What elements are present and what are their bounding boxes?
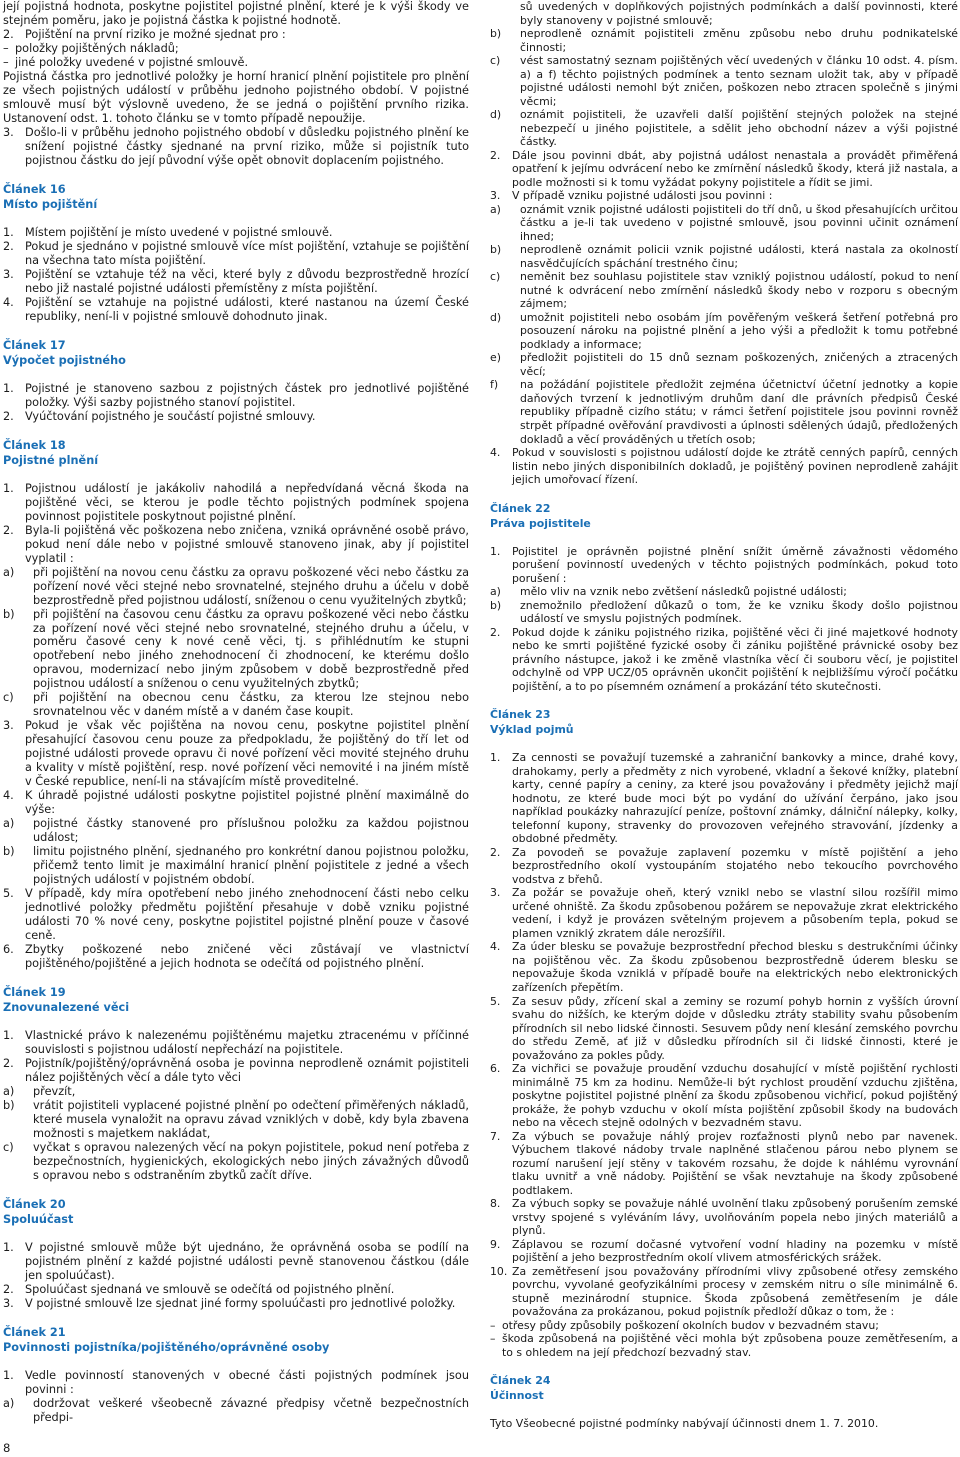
paragraph-text: K úhradě pojistné události poskytne pojistitel pojistné plnění maximálně do výše:	[25, 789, 469, 817]
numbered-paragraph	[490, 995, 958, 1063]
numbered-paragraph	[490, 1197, 958, 1238]
paragraph-text: škoda způsobená na pojištěné věci mohla být způsobena pouze zemětřesením, a to s ohledem na její předchozí bezvadný stav.	[502, 1332, 958, 1359]
numbered-paragraph	[3, 719, 469, 789]
item-marker: 3.	[490, 189, 501, 203]
spacer	[3, 324, 469, 338]
paragraph-text: Pojistnou událostí je jakákoliv nahodilá a nepředvídaná věcná škoda na pojištěné věci, se kterou je podle těchto pojistných podmínek spojena povinnost pojistitele poskytnout pojistné plnění.	[25, 481, 469, 523]
item-marker: 2.	[3, 1057, 14, 1071]
paragraph-text: Za zemětřesení jsou považovány přírodními vlivy způsobené otřesy zemského povrchu, vyvolané geofyzikálními procesy v zemském nitru o síle minimálně 6. stupně mezinárodní stupnice. Škoda způsobená zemětřesením je dále považována za prokázanou, pokud pojistník předloží důkaz o tom, že :	[512, 1264, 958, 1319]
article-number: Článek 24	[490, 1374, 551, 1388]
paragraph-text: při pojištění na novou cenu částku za opravu poškozené věci nebo částku za pořízení nové věci stejné nebo srovnatelné, stejného druhu a účelu v době bezprostředně před pojistnou událostí, sníženou o cenu využitelných zbytků;	[33, 565, 469, 607]
item-marker: b)	[490, 598, 502, 612]
paragraph-text: mělo vliv na vznik nebo zvětšení následků pojistné události;	[520, 585, 847, 599]
numbered-paragraph	[3, 382, 469, 410]
paragraph-text: V případě vzniku pojistné události jsou povinni :	[512, 189, 773, 203]
item-marker: 1.	[3, 481, 14, 495]
paragraph-text: Spoluúčast sjednaná ve smlouvě se odečítá od pojistného plnění.	[25, 1282, 395, 1296]
article-number: Článek 17	[3, 338, 66, 352]
paragraph-text: Za výbuch sopky se považuje náhlé uvolnění tlaku způsobený porušením zemské vrstvy spojené s vyléváním lávy, uvolňováním popela nebo jiných materiálů a plynů.	[512, 1197, 958, 1238]
left-column	[3, 0, 469, 1425]
numbered-paragraph	[3, 126, 469, 168]
lettered-item	[3, 1397, 469, 1425]
article-title: Znovunalezené věci	[3, 1001, 130, 1015]
paragraph-text: neprodleně oznámit policii vznik pojistné události, která nastala za okolností nasvědčujících spáchání trestného činu;	[520, 243, 958, 270]
item-marker: 1.	[3, 1368, 14, 1382]
item-marker: 8.	[490, 1197, 501, 1211]
spacer	[490, 531, 958, 545]
lettered-item	[3, 1085, 469, 1099]
paragraph-text: Pojistná částka pro jednotlivé položky je horní hranicí plnění pojistitele pro plnění ze všech pojistných událostí v průběhu jednoho pojistného období. V pojistné smlouvě musí být výslovně uvedeno, že se jedná o pojištění prvního rizika. Ustanovení odst. 1. tohoto článku se v tomto případě nepoužije.	[3, 69, 469, 125]
right-column	[490, 0, 958, 1431]
numbered-paragraph	[490, 846, 958, 887]
paragraph-text: umožnit pojistiteli nebo osobám jím pověřeným veškerá šetření potřebná pro posouzení nároku na pojistné plnění a jeho výši a předložit k tomu potřebné podklady a informace;	[520, 310, 958, 351]
paragraph-text: oznámit pojistiteli, že uzavřeli další pojištění stejných položek na stejné nebezpečí u jiného pojistitele, a sdělit jeho obchodní název a výši pojistné částky.	[520, 108, 958, 149]
numbered-paragraph	[3, 268, 469, 296]
spacer	[3, 1183, 469, 1197]
item-marker: b)	[3, 607, 15, 621]
lettered-item	[490, 585, 958, 599]
paragraph	[3, 0, 469, 28]
dash-item	[490, 1319, 958, 1333]
paragraph-text: Pojistník/pojištěný/oprávněná osoba je povinna neprodleně oznámit pojistiteli nález pojištěných věcí a dále tyto věci	[25, 1057, 469, 1085]
lettered-item	[490, 599, 958, 626]
paragraph-text: Pojistné je stanoveno sazbou z pojistných částek pro jednotlivé pojištěné položky. Výši sazby pojistného stanoví pojistitel.	[25, 381, 469, 409]
paragraph-text: limitu pojistného plnění, sjednaného pro konkrétní danou pojistnou položku, přičemž tento limit je maximální hranicí plnění pojistitele z jedné a všech pojistných událostí v pojistném období.	[33, 845, 469, 887]
paragraph-text: vést samostatný seznam pojištěných věcí uvedených v článku 10 odst. 4. písm. a) a f) těchto pojistných podmínek a tento seznam uložit tak, aby v případě pojistné události nemohl být zničen, poškozen nebo ztracen společně s jinými věcmi;	[520, 54, 958, 108]
lettered-item	[490, 270, 958, 311]
item-marker: c)	[3, 1140, 14, 1154]
numbered-paragraph	[3, 482, 469, 524]
paragraph-text: V pojistné smlouvě lze sjednat jiné formy spoluúčasti pro jednotlivé položky.	[25, 1296, 456, 1310]
lettered-item	[3, 817, 469, 845]
spacer	[490, 693, 958, 707]
item-marker: 2.	[490, 148, 501, 162]
spacer	[490, 487, 958, 501]
numbered-paragraph	[3, 943, 469, 971]
item-marker: b)	[3, 845, 15, 859]
numbered-paragraph	[490, 545, 958, 586]
item-marker: 6.	[3, 943, 14, 957]
paragraph-text: Za vichřici se považuje proudění vzduchu dosahující v místě pojištění rychlosti minimálně 75 km za hodinu. Nemůže-li být rychlost proudění vzduchu zjištěna, poskytne pojistitel pojistné plnění za škodu způsobenou vichřicí, pokud pojištěný prokáže, že pohyb vzduchu v okolí místa pojištění způsobil škody na budovách nebo na věcech stejně odolných v bezvadném stavu.	[512, 1062, 958, 1130]
lettered-item	[490, 108, 958, 149]
lettered-item	[490, 27, 958, 54]
paragraph-text: pojistné částky stanovené pro příslušnou položku za každou pojistnou událost;	[33, 817, 469, 845]
paragraph-text: otřesy půdy způsobily poškození okolních budov v bezvadném stavu;	[502, 1318, 879, 1332]
item-marker: d)	[490, 310, 502, 324]
numbered-paragraph	[3, 240, 469, 268]
item-marker: –	[3, 55, 9, 69]
lettered-item	[490, 378, 958, 446]
paragraph-text: předložit pojistiteli do 15 dnů seznam poškozených, zničených a ztracených věcí;	[520, 351, 958, 378]
lettered-item	[3, 608, 469, 692]
paragraph-text: Pokud dojde k zániku pojistného rizika, pojištěné věci či jiné majetkové hodnoty nebo ke smrti pojištěné fyzické osoby či zániku pojištěné právnické osoby bez právního nástupce, jakož i ke změně vlastníka věcí či souboru věcí, je pojistitel odchylně od VPP UCZ/05 oprávněn ukončit pojištění k nejbližšímu výročí počátku pojištění, a to po písemném oznámení a prokázání této skutečnosti.	[512, 625, 958, 693]
paragraph-text: převzít,	[33, 1085, 76, 1099]
article-number: Článek 22	[490, 501, 551, 515]
article-title: Práva pojistitele	[490, 516, 591, 530]
numbered-paragraph	[3, 887, 469, 943]
paragraph-text: Záplavou se rozumí dočasné vytvoření vodní hladiny na pozemku v místě pojištění a jeho bezprostředním okolí vlivem atmosférických srážek.	[512, 1237, 958, 1265]
spacer	[3, 424, 469, 438]
lettered-item	[3, 566, 469, 608]
item-marker: a)	[3, 1396, 15, 1410]
paragraph-text: Pojištění na první riziko je možné sjednat pro :	[25, 27, 286, 41]
numbered-paragraph	[3, 1057, 469, 1085]
spacer	[3, 368, 469, 382]
article-title: Pojistné plnění	[3, 453, 99, 467]
paragraph-text: Za povodeň se považuje zaplavení pozemku v místě pojištění a jeho bezprostředního okolí vystoupáním stojatého nebo tekoucího povrchového vodstva z břehů.	[512, 845, 958, 886]
article-title: Výklad pojmů	[490, 723, 574, 737]
item-marker: d)	[490, 108, 502, 122]
numbered-paragraph	[490, 446, 958, 487]
paragraph-text: vyčkat s opravou nalezených věcí na pokyn pojistitele, pokud není potřeba z bezpečnostních, hygienických, ekologických nebo jiných závažných důvodů s opravou nebo s odstraněním zbytků začít dříve.	[33, 1140, 469, 1182]
spacer	[490, 1403, 958, 1417]
item-marker: a)	[490, 585, 501, 599]
paragraph-text: jiné položky uvedené v pojistné smlouvě.	[15, 55, 249, 69]
lettered-item	[490, 54, 958, 108]
spacer	[3, 1015, 469, 1029]
item-marker: 1.	[3, 1240, 14, 1254]
numbered-paragraph	[490, 1238, 958, 1265]
spacer	[490, 1359, 958, 1373]
numbered-paragraph	[3, 410, 469, 424]
paragraph-text: položky pojištěných nákladů;	[15, 41, 179, 55]
paragraph	[3, 70, 469, 126]
paragraph-text: Vedle povinností stanovených v obecné části pojistných podmínek jsou povinni :	[25, 1368, 469, 1396]
article-heading	[3, 338, 469, 368]
item-marker: 3.	[3, 125, 14, 139]
numbered-paragraph	[3, 789, 469, 817]
item-marker: c)	[3, 691, 14, 705]
numbered-paragraph	[3, 524, 469, 566]
article-heading	[3, 1325, 469, 1355]
item-marker: c)	[490, 54, 501, 68]
paragraph-text: Byla-li pojištěná věc poškozena nebo zničena, vzniká oprávněné osobě právo, pokud není dále nebo v pojistné smlouvě stanoveno jinak, aby jí pojistitel vyplatil :	[25, 523, 469, 565]
lettered-item	[490, 243, 958, 270]
item-marker: b)	[3, 1099, 15, 1113]
item-marker: e)	[490, 351, 501, 365]
item-marker: –	[490, 1318, 496, 1332]
item-marker: 4.	[490, 940, 501, 954]
numbered-paragraph	[490, 1130, 958, 1198]
item-marker: 2.	[3, 409, 14, 423]
paragraph-text: znemožnilo předložení důkazů o tom, že ke vzniku škody došlo pojistnou událostí ve smyslu pojistných podmínek.	[520, 598, 958, 626]
article-number: Článek 20	[3, 1197, 66, 1211]
numbered-paragraph	[490, 940, 958, 994]
numbered-paragraph	[490, 1062, 958, 1130]
item-marker: 2.	[3, 239, 14, 253]
item-marker: 3.	[3, 1296, 14, 1310]
paragraph-text: Za požár se považuje oheň, který vznikl nebo se vlastní silou rozšířil mimo určené ohniště. Za škodu způsobenou požárem se nepovažuje zkrat elektrického vedení, i když je provázen světelným projevem a působením tepla, pokud se plamen vzniklý zkratem dále nerozšířil.	[512, 886, 958, 940]
article-heading	[3, 1197, 469, 1227]
numbered-paragraph	[3, 296, 469, 324]
paragraph-text: sů uvedených v doplňkových pojistných podmínkách a další povinnosti, které byly stanoveny v pojistné smlouvě;	[520, 0, 958, 27]
item-marker: –	[3, 41, 9, 55]
paragraph-text: na požádání pojistitele předložit zejména účetnictví účetní jednotky a kopie daňových tvrzení k jednotlivým druhům daní dle právních předpisů České republiky případně cizího státu; v rámci šetření pojistitele jsou povinni rovněž strpět případné ověřování pravdivosti a úplnosti sdělených údajů, předložených dokladů a věcí prováděných u třetích osob;	[520, 378, 958, 446]
spacer	[3, 1227, 469, 1241]
item-marker: 7.	[490, 1129, 501, 1143]
paragraph-text: neměnit bez souhlasu pojistitele stav vzniklý pojistnou událostí, pokud to není nutné k odvrácení nebo zmírnění následků škody nebo v rozporu s obecným zájmem;	[520, 270, 958, 311]
item-marker: 3.	[3, 719, 14, 733]
item-marker: 4.	[3, 295, 14, 309]
spacer	[3, 468, 469, 482]
numbered-paragraph	[490, 626, 958, 694]
paragraph-text: Vlastnické právo k nalezenému pojištěnému majetku ztracenému v příčinné souvislosti s pojistnou událostí nepřechází na pojistitele.	[25, 1029, 469, 1057]
numbered-paragraph	[3, 28, 469, 42]
numbered-paragraph	[3, 1297, 469, 1311]
article-number: Článek 18	[3, 438, 66, 452]
paragraph-text: Pokud je sjednáno v pojistné smlouvě více míst pojištění, vztahuje se pojištění na všechna tato místa pojištění.	[25, 239, 469, 267]
paragraph-text: Za cennosti se považují tuzemské a zahraniční bankovky a mince, drahé kovy, drahokamy, perly a předměty z nich vyrobené, vkladní a šekové knížky, platební karty, cenné papíry a ceniny, za které jsou považovány i předměty jejichž mají hodnotu, ze které bude moci být po vydání do užívání čerpáno, jako jsou například poukázky nahrazující peníze, poštovní známky, dálniční nálepky, kolky, telefonní kupony, stravenky do provozoven veřejného stravování, jízdenky a obdobné předměty.	[512, 751, 958, 846]
dash-item	[3, 42, 469, 56]
article-heading	[490, 501, 958, 531]
item-marker: 2.	[3, 523, 14, 537]
article-title: Místo pojištění	[3, 197, 98, 211]
item-marker: 3.	[490, 886, 501, 900]
item-marker: 1.	[490, 544, 501, 558]
numbered-paragraph	[3, 226, 469, 240]
item-marker: 9.	[490, 1237, 501, 1251]
numbered-paragraph	[3, 1283, 469, 1297]
paragraph-text: Místem pojištění je místo uvedené v pojistné smlouvě.	[25, 225, 333, 239]
spacer	[3, 1311, 469, 1325]
item-marker: 2.	[3, 27, 14, 41]
spacer	[3, 168, 469, 182]
item-marker: 3.	[3, 267, 14, 281]
paragraph-text: Vyúčtování pojistného je součástí pojistné smlouvy.	[25, 409, 316, 423]
paragraph-text: Došlo-li v průběhu jednoho pojistného období v důsledku pojistného plnění ke snížení pojistné částky sjednané na první riziko, může si pojistník tuto pojistnou částku do její původní výše opět obnovit doplacením pojistného.	[25, 125, 469, 167]
item-marker: –	[490, 1332, 496, 1346]
spacer	[3, 971, 469, 985]
paragraph-text: V pojistné smlouvě může být ujednáno, že oprávněná osoba se podílí na pojistném plnění z každé pojistné události pevně stanovenou částkou (dále jen spoluúčast).	[25, 1240, 469, 1282]
lettered-item-continuation	[490, 0, 958, 27]
paragraph-text: Pojištění se vztahuje též na věci, které byly z důvodu bezprostředně hrozící nebo již nastalé pojistné události přemístěny z místa pojištění.	[25, 267, 469, 295]
paragraph-text: Pojistitel je oprávněn pojistné plnění snížit úměrně závažnosti vědomého porušení povinností uvedených v těchto pojistných podmínkách, pokud toto porušení :	[512, 544, 958, 585]
paragraph-text: oznámit vznik pojistné události pojistiteli do tří dnů, u škod přesahujících určitou částku a je-li tak uvedeno v pojistné smlouvě, jsou povinni učinit oznámení ihned;	[520, 202, 958, 243]
item-marker: a)	[490, 202, 501, 216]
numbered-paragraph	[3, 1241, 469, 1283]
article-title: Povinnosti pojistníka/pojištěného/oprávněné osoby	[3, 1340, 330, 1354]
lettered-item	[3, 691, 469, 719]
item-marker: b)	[490, 27, 502, 41]
item-marker: 1.	[490, 751, 501, 765]
numbered-paragraph	[490, 1265, 958, 1319]
item-marker: f)	[490, 378, 499, 392]
item-marker: a)	[3, 565, 15, 579]
article-number: Článek 21	[3, 1325, 66, 1339]
item-marker: a)	[3, 1085, 15, 1099]
item-marker: 1.	[3, 1029, 14, 1043]
item-marker: 2.	[490, 845, 501, 859]
item-marker: c)	[490, 270, 501, 284]
paragraph-text: Zbytky poškozené nebo zničené věci zůstávají ve vlastnictví pojištěného/pojištěné a jejich hodnota se odečítá od pojistného plnění.	[25, 943, 469, 971]
lettered-item	[3, 1099, 469, 1141]
paragraph-text: Tyto Všeobecné pojistné podmínky nabývají účinnosti dnem 1. 7. 2010.	[490, 1417, 879, 1431]
article-heading	[490, 1373, 958, 1403]
article-heading	[490, 707, 958, 737]
article-heading	[3, 985, 469, 1015]
paragraph-text: V případě, kdy míra opotřebení nebo jiného znehodnocení části nebo celku jednotlivé položky předmětu pojištění přesahuje v době vzniku pojistné události 70 % nové ceny, poskytne pojistitel pojistné plnění pouze v časové ceně.	[25, 887, 469, 943]
paragraph-text: Pojištění se vztahuje na pojistné události, které nastanou na území České republiky, není-li v pojistné smlouvě dohodnuto jinak.	[25, 295, 469, 323]
lettered-item	[490, 311, 958, 352]
item-marker: a)	[3, 817, 15, 831]
spacer	[3, 212, 469, 226]
lettered-item	[3, 1141, 469, 1183]
article-number: Článek 16	[3, 182, 66, 196]
numbered-paragraph	[490, 886, 958, 940]
item-marker: 6.	[490, 1062, 501, 1076]
article-title: Výpočet pojistného	[3, 353, 126, 367]
numbered-paragraph	[490, 149, 958, 190]
article-heading	[3, 182, 469, 212]
paragraph-text: dodržovat veškeré všeobecně závazné předpisy včetně bezpečnostních předpi-	[33, 1396, 469, 1424]
item-marker: 1.	[3, 225, 14, 239]
item-marker: 5.	[490, 994, 501, 1008]
paragraph-text: vrátit pojistiteli vyplacené pojistné plnění po odečtení přiměřených nákladů, které musela vynaložit na opravu závad vzniklých v době, kdy byla zbavena možnosti s majetkem nakládat,	[33, 1099, 469, 1140]
item-marker: 2.	[3, 1282, 14, 1296]
paragraph-text: Pokud v souvislosti s pojistnou událostí dojde ke ztrátě cenných papírů, cenných listin nebo jiných disponibilních dokladů, je pojištěný povinen neprodleně zahájit jejich umořovací řízení.	[512, 446, 958, 487]
spacer	[3, 1355, 469, 1369]
item-marker: 4.	[490, 446, 501, 460]
item-marker: b)	[490, 243, 502, 257]
article-number: Článek 19	[3, 986, 66, 1000]
item-marker: 4.	[3, 789, 14, 803]
lettered-item	[3, 845, 469, 887]
article-title: Spoluúčast	[3, 1212, 74, 1226]
dash-item	[490, 1332, 958, 1359]
numbered-paragraph	[490, 751, 958, 846]
paragraph-text: při pojištění na časovou cenu částku za opravu poškozené věci nebo částku za pořízení nové věci stejné nebo srovnatelné, stejného druhu a účelu, v poměru časové ceny k nové ceně věci, tj. s přihlédnutím ke stupni opotřebení nebo jiného znehodnocení či zhodnocení, ke kterému došlo opravou, modernizací nebo jiným způsobem v době bezprostředně před pojistnou událostí a sníženou o cenu využitelných zbytků;	[33, 607, 469, 691]
numbered-paragraph	[490, 189, 958, 203]
lettered-item	[490, 351, 958, 378]
paragraph-text: Dále jsou povinni dbát, aby pojistná událost nenastala a provádět přiměřená opatření k jejímu odvrácení nebo ke zmírnění následků škody, která již nastala, a podle možnosti si k tomu vyžádat pokyny pojistitele a řídit se jimi.	[512, 148, 958, 189]
lettered-item	[490, 203, 958, 244]
paragraph-text: Za výbuch se považuje náhlý projev rozťažnosti plynů nebo par navenek. Výbuchem tlakové nádoby trvale naplněné stlačenou párou nebo plynem se rozumí narušení její stěny v takovém rozsahu, že dojde k náhlému vyrovnání tlaku uvnitř a vně nádoby. Pojištění se však nevztahuje na škody způsobené podtlakem.	[512, 1129, 958, 1197]
paragraph-text: neprodleně oznámit pojistiteli změnu způsobu nebo druhu podnikatelské činnosti;	[520, 27, 958, 54]
article-number: Článek 23	[490, 708, 551, 722]
spacer	[490, 737, 958, 751]
item-marker: 2.	[490, 625, 501, 639]
paragraph-text: její pojistná hodnota, poskytne pojistitel pojistné plnění, které je k výši škody ve stejném poměru, jako je pojistná částka k pojistné hodnotě.	[3, 0, 469, 27]
item-marker: 1.	[3, 381, 14, 395]
paragraph-text: při pojištění na obecnou cenu částku, za kterou lze stejnou nebo srovnatelnou věc v daném místě a v daném čase koupit.	[33, 691, 469, 719]
page-number: 8	[3, 1441, 11, 1455]
paragraph	[490, 1417, 958, 1431]
numbered-paragraph	[3, 1029, 469, 1057]
article-heading	[3, 438, 469, 468]
item-marker: 10.	[490, 1264, 508, 1278]
dash-item	[3, 56, 469, 70]
paragraph-text: Za úder blesku se považuje bezprostřední přechod blesku s destrukčními účinky na pojištěnou věc. Za škodu způsobenou bezprostředně úderem blesku se nepovažuje škoda vzniklá v případě bouře na elektrických nebo elektronických zařízeních přepětím.	[512, 940, 958, 994]
numbered-paragraph	[3, 1369, 469, 1397]
item-marker: 5.	[3, 887, 14, 901]
paragraph-text: Za sesuv půdy, zřícení skal a zeminy se rozumí pohyb hornin z vyšších úrovní svahu do nižších, ke kterým dojde v důsledku ztráty stability svahu působením přírodních sil nebo lidské činnosti. Sesuvem půdy není klesání zemského povrchu do středu Země, ať již v důsledku přírodních sil či lidské činnosti, které je považováno za pokles půdy.	[512, 994, 958, 1062]
paragraph-text: Pokud je však věc pojištěna na novou cenu, poskytne pojistitel plnění přesahující časovou cenu pouze za předpokladu, že pojištěný do tří let od pojistné události provede opravu či nové pořízení věci movité stejného druhu a kvality v místě pojištění, resp. nové pořízení věci nemovité i na jiném místě v České republice, není-li na stávajícím místě proveditelné.	[25, 719, 469, 789]
article-title: Účinnost	[490, 1389, 544, 1403]
